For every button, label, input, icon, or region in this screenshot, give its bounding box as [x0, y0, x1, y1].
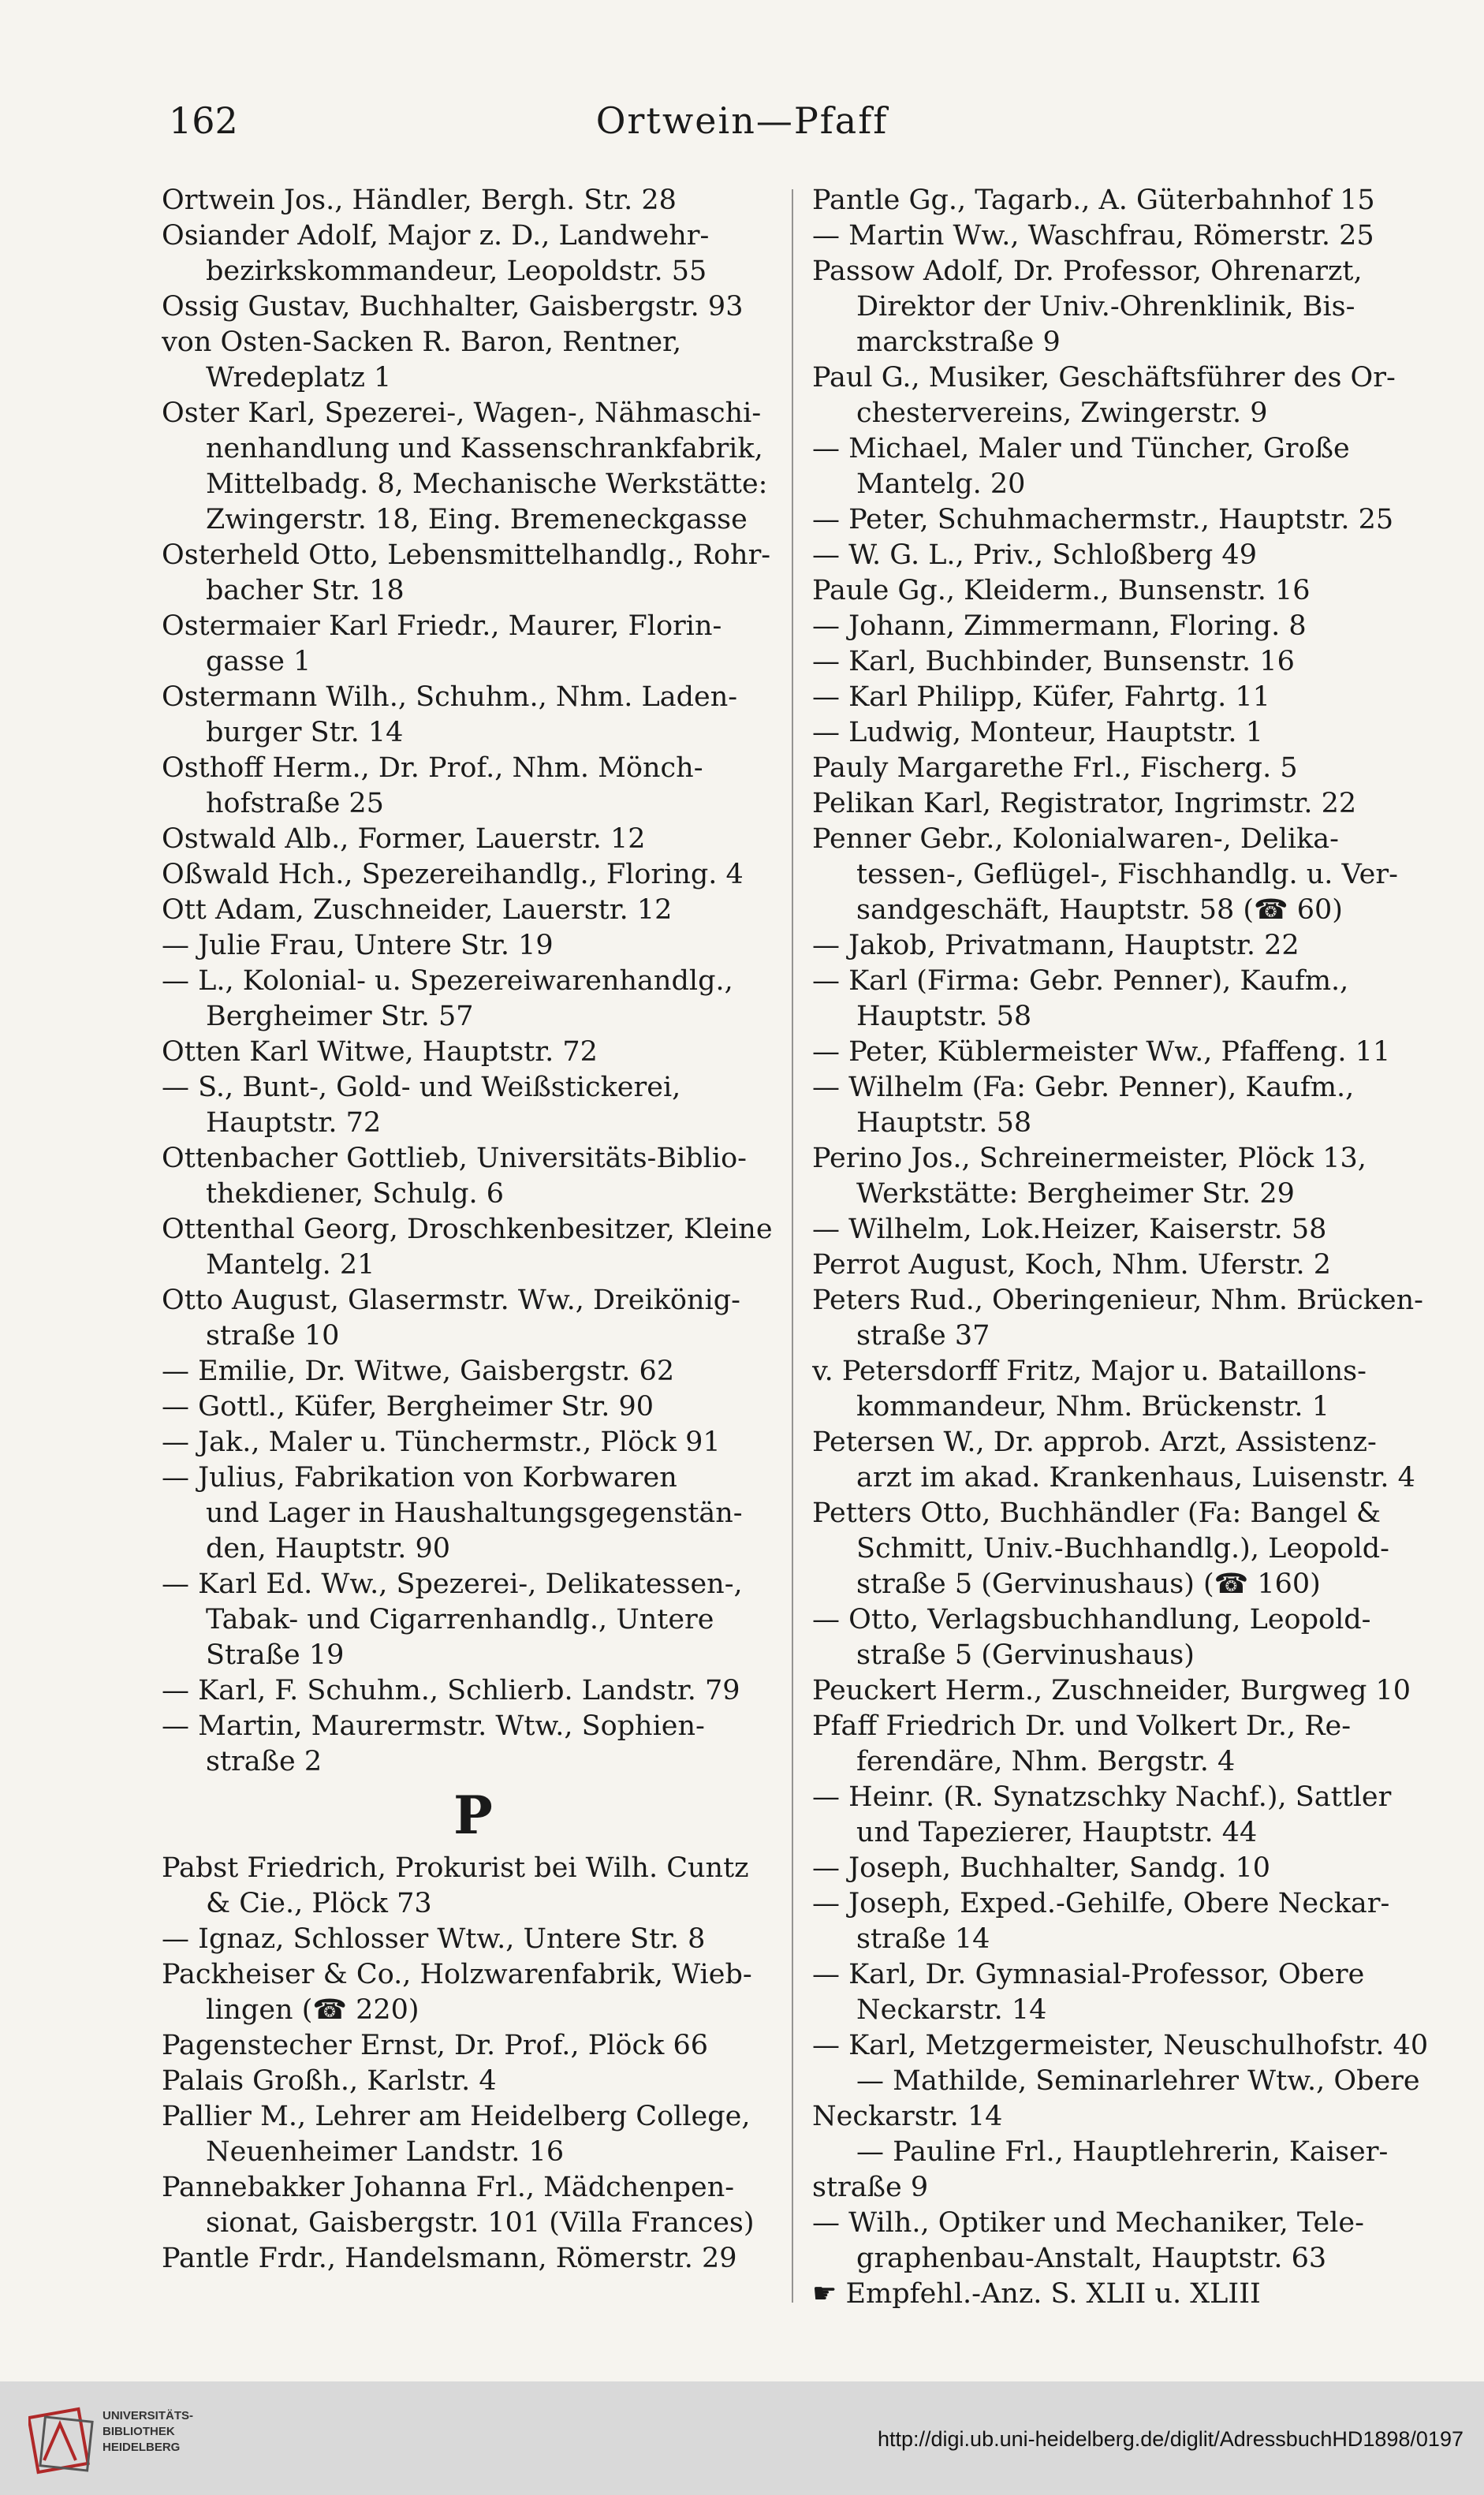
page-header: [0, 96, 1484, 151]
directory-entry-line: Petersen W., Dr. approb. Arzt, Assistenz-: [812, 1427, 1377, 1458]
directory-entry-line: burger Str. 14: [206, 717, 404, 748]
directory-entry-line: Pfaff Friedrich Dr. und Volkert Dr., Re-: [812, 1710, 1352, 1742]
directory-entry-line: marckstraße 9: [856, 326, 1061, 358]
source-url-link[interactable]: http://digi.ub.uni-heidelberg.de/diglit/AdressbuchHD1898/0197: [877, 2427, 1463, 2451]
directory-entry-line: straße 5 (Gervinushaus): [856, 1639, 1195, 1671]
directory-entry-line: — Jak., Maler u. Tünchermstr., Plöck 91: [162, 1427, 721, 1458]
directory-entry-line: — Michael, Maler und Tüncher, Große: [812, 433, 1350, 464]
directory-entry-line: — Julius, Fabrikation von Korbwaren: [162, 1462, 677, 1494]
directory-entry-line: graphenbau-Anstalt, Hauptstr. 63: [856, 2243, 1327, 2274]
directory-entry-line: Mantelg. 21: [206, 1249, 375, 1281]
directory-entry-line: Penner Gebr., Kolonialwaren-, Delika-: [812, 823, 1339, 855]
directory-entry-line: — Karl, Metzgermeister, Neuschulhofstr. 40: [812, 2030, 1429, 2061]
directory-entry-line: sionat, Gaisbergstr. 101 (Villa Frances): [206, 2207, 755, 2239]
directory-entry-line: Ottenbacher Gottlieb, Universitäts-Biblio-: [162, 1143, 747, 1174]
directory-entry-line: Neckarstr. 14: [812, 2101, 1003, 2132]
directory-entry-line: thekdiener, Schulg. 6: [206, 1178, 505, 1210]
directory-entry-line: Bergheimer Str. 57: [206, 1001, 474, 1032]
directory-entry-line: Zwingerstr. 18, Eing. Bremeneckgasse: [206, 504, 748, 535]
directory-entry-line: — Karl, Buchbinder, Bunsenstr. 16: [812, 646, 1295, 677]
directory-entry-line: Neuenheimer Landstr. 16: [206, 2136, 565, 2168]
directory-entry-line: Otten Karl Witwe, Hauptstr. 72: [162, 1036, 598, 1068]
directory-entry-line: Passow Adolf, Dr. Professor, Ohrenarzt,: [812, 255, 1363, 287]
directory-entry-line: Ostermann Wilh., Schuhm., Nhm. Laden-: [162, 681, 738, 713]
directory-entry-line: Hauptstr. 72: [206, 1107, 382, 1139]
directory-entry-line: straße 37: [856, 1320, 990, 1352]
directory-entry-line: — Martin Ww., Waschfrau, Römerstr. 25: [812, 220, 1374, 252]
directory-entry-line: Petters Otto, Buchhändler (Fa: Bangel &: [812, 1497, 1381, 1529]
library-logo-icon: [28, 2405, 99, 2476]
directory-entry-line: bezirkskommandeur, Leopoldstr. 55: [206, 255, 707, 287]
directory-entry-line: Otto August, Glasermstr. Ww., Dreikönig-: [162, 1285, 740, 1316]
directory-entry-line: arzt im akad. Krankenhaus, Luisenstr. 4: [856, 1462, 1415, 1494]
directory-entry-line: Hauptstr. 58: [856, 1107, 1032, 1139]
page-number: 162: [169, 99, 238, 142]
directory-entry-line: Pannebakker Johanna Frl., Mädchenpen-: [162, 2172, 735, 2203]
directory-entry-line: — Otto, Verlagsbuchhandlung, Leopold-: [812, 1604, 1371, 1635]
directory-entry-line: Paul G., Musiker, Geschäftsführer des Or-: [812, 362, 1396, 393]
directory-entry-line: — Karl, F. Schuhm., Schlierb. Landstr. 79: [162, 1675, 740, 1706]
directory-entry-line: Straße 19: [206, 1639, 345, 1671]
directory-entry-line: straße 14: [856, 1923, 990, 1955]
directory-entry-line: — Gottl., Küfer, Bergheimer Str. 90: [162, 1391, 654, 1423]
directory-entry-line: Peuckert Herm., Zuschneider, Burgweg 10: [812, 1675, 1411, 1706]
directory-entry-line: Ostwald Alb., Former, Lauerstr. 12: [162, 823, 646, 855]
directory-entry-line: v. Petersdorff Fritz, Major u. Bataillons-: [812, 1356, 1367, 1387]
directory-entry-line: Palais Großh., Karlstr. 4: [162, 2065, 497, 2097]
directory-entry-line: — Wilhelm (Fa: Gebr. Penner), Kaufm.,: [812, 1072, 1355, 1103]
library-name-line: BIBLIOTHEK: [103, 2425, 175, 2438]
directory-entry-line: lingen (☎ 220): [206, 1994, 419, 2026]
directory-entry-line: Hauptstr. 58: [856, 1001, 1032, 1032]
directory-entry-line: und Tapezierer, Hauptstr. 44: [856, 1817, 1258, 1848]
directory-entry-line: tessen-, Geflügel-, Fischhandlg. u. Ver-: [856, 859, 1398, 890]
directory-entry-line: & Cie., Plöck 73: [206, 1888, 432, 1919]
directory-entry-line: Pagenstecher Ernst, Dr. Prof., Plöck 66: [162, 2030, 708, 2061]
directory-entry-line: — Martin, Maurermstr. Wtw., Sophien-: [162, 1710, 705, 1742]
directory-entry-line: den, Hauptstr. 90: [206, 1533, 451, 1565]
directory-entry-line: Wredeplatz 1: [206, 362, 392, 393]
directory-entry-line: Werkstätte: Bergheimer Str. 29: [856, 1178, 1295, 1210]
left-column: [162, 183, 785, 2277]
directory-entry-line: — Emilie, Dr. Witwe, Gaisbergstr. 62: [162, 1356, 675, 1387]
directory-entry-line: Perino Jos., Schreinermeister, Plöck 13,: [812, 1143, 1367, 1174]
directory-entry-line: hofstraße 25: [206, 788, 384, 819]
directory-entry-line: — Peter, Schuhmachermstr., Hauptstr. 25: [812, 504, 1394, 535]
directory-entry-line: Pelikan Karl, Registrator, Ingrimstr. 22: [812, 788, 1357, 819]
directory-entry-line: Mantelg. 20: [856, 468, 1026, 500]
directory-entry-line: straße 2: [206, 1746, 323, 1777]
directory-entry-line: kommandeur, Nhm. Brückenstr. 1: [856, 1391, 1329, 1423]
directory-entry-line: Paule Gg., Kleiderm., Bunsenstr. 16: [812, 575, 1311, 606]
directory-entry-line: Perrot August, Koch, Nhm. Uferstr. 2: [812, 1249, 1332, 1281]
directory-entry-line: — L., Kolonial- u. Spezereiwarenhandlg.,: [162, 965, 733, 997]
directory-entry-line: Ott Adam, Zuschneider, Lauerstr. 12: [162, 894, 673, 926]
directory-entry-line: nenhandlung und Kassenschrankfabrik,: [206, 433, 763, 464]
directory-entry-line: Ottenthal Georg, Droschkenbesitzer, Kleine: [162, 1214, 773, 1245]
directory-entry-line: Neckarstr. 14: [856, 1994, 1047, 2026]
directory-entry-line: — Karl Philipp, Küfer, Fahrtg. 11: [812, 681, 1270, 713]
directory-entry-line: Mittelbadg. 8, Mechanische Werkstätte:: [206, 468, 768, 500]
directory-entry-line: — Karl, Dr. Gymnasial-Professor, Obere: [812, 1959, 1365, 1990]
directory-entry-line: — Jakob, Privatmann, Hauptstr. 22: [812, 930, 1299, 961]
right-column: [812, 183, 1435, 2312]
directory-entry-line: straße 9: [812, 2172, 929, 2203]
directory-entry-line: — S., Bunt-, Gold- und Weißstickerei,: [162, 1072, 681, 1103]
directory-entry-line: — Ignaz, Schlosser Wtw., Untere Str. 8: [162, 1923, 706, 1955]
directory-entry-line: — Peter, Küblermeister Ww., Pfaffeng. 11: [812, 1036, 1391, 1068]
directory-entry-line: Oßwald Hch., Spezereihandlg., Floring. 4: [162, 859, 744, 890]
directory-entry-line: von Osten-Sacken R. Baron, Rentner,: [162, 326, 682, 358]
library-name-line: HEIDELBERG: [103, 2441, 181, 2454]
directory-entry-line: Osterheld Otto, Lebensmittelhandlg., Rohr-: [162, 539, 771, 571]
directory-entry-line: Pantle Gg., Tagarb., A. Güterbahnhof 15: [812, 185, 1375, 216]
directory-entry-line: sandgeschäft, Hauptstr. 58 (☎ 60): [856, 894, 1343, 926]
directory-entry-line: Ossig Gustav, Buchhalter, Gaisbergstr. 93: [162, 291, 744, 323]
directory-entry-line: Ostermaier Karl Friedr., Maurer, Florin-: [162, 610, 722, 642]
library-name: [103, 2408, 193, 2456]
directory-entry-line: Pauly Margarethe Frl., Fischerg. 5: [812, 752, 1298, 784]
directory-entry-line: Packheiser & Co., Holzwarenfabrik, Wieb-: [162, 1959, 752, 1990]
directory-entry-line: — Wilh., Optiker und Mechaniker, Tele-: [812, 2207, 1364, 2239]
directory-entry-line: Schmitt, Univ.-Buchhandlg.), Leopold-: [856, 1533, 1390, 1565]
directory-entry-line: Pantle Frdr., Handelsmann, Römerstr. 29: [162, 2243, 737, 2274]
directory-entry-line: — Wilhelm, Lok.Heizer, Kaiserstr. 58: [812, 1214, 1327, 1245]
section-letter: P: [453, 1785, 493, 1846]
page-title: Ortwein—Pfaff: [595, 99, 889, 142]
directory-entry-line: Peters Rud., Oberingenieur, Nhm. Brücken-: [812, 1285, 1423, 1316]
directory-entry-line: — Joseph, Buchhalter, Sandg. 10: [812, 1852, 1271, 1884]
directory-entry-line: Direktor der Univ.-Ohrenklinik, Bis-: [856, 291, 1355, 323]
directory-entry-line: Pabst Friedrich, Prokurist bei Wilh. Cuntz: [162, 1852, 749, 1884]
directory-entry-line: straße 5 (Gervinushaus) (☎ 160): [856, 1568, 1321, 1600]
directory-entry-line: chestervereins, Zwingerstr. 9: [856, 397, 1268, 429]
directory-entry-line: und Lager in Haushaltungsgegenstän-: [206, 1497, 743, 1529]
directory-entry-line: gasse 1: [206, 646, 311, 677]
directory-entry-line: — Johann, Zimmermann, Floring. 8: [812, 610, 1307, 642]
directory-entry-line: Oster Karl, Spezerei-, Wagen-, Nähmaschi-: [162, 397, 762, 429]
directory-entry-line: Osthoff Herm., Dr. Prof., Nhm. Mönch-: [162, 752, 703, 784]
directory-entry-line: ferendäre, Nhm. Bergstr. 4: [856, 1746, 1236, 1777]
directory-entry-line: — Karl Ed. Ww., Spezerei-, Delikatessen-,: [162, 1568, 743, 1600]
directory-entry-line: ☛ Empfehl.-Anz. S. XLII u. XLIII: [812, 2278, 1261, 2310]
directory-entry-line: Tabak- und Cigarrenhandlg., Untere: [206, 1604, 714, 1635]
directory-entry-line: — Mathilde, Seminarlehrer Wtw., Obere: [856, 2065, 1420, 2097]
directory-entry-line: — Joseph, Exped.-Gehilfe, Obere Neckar-: [812, 1888, 1390, 1919]
column-divider: [792, 189, 793, 2303]
directory-entry-line: — Pauline Frl., Hauptlehrerin, Kaiser-: [856, 2136, 1389, 2168]
directory-entry-line: — Ludwig, Monteur, Hauptstr. 1: [812, 717, 1263, 748]
directory-entry-line: Osiander Adolf, Major z. D., Landwehr-: [162, 220, 710, 252]
directory-entry-line: — Heinr. (R. Synatzschky Nachf.), Sattler: [812, 1781, 1392, 1813]
directory-entry-line: — Karl (Firma: Gebr. Penner), Kaufm.,: [812, 965, 1349, 997]
library-name-line: UNIVERSITÄTS-: [103, 2409, 194, 2422]
directory-entry-line: Ortwein Jos., Händler, Bergh. Str. 28: [162, 185, 677, 216]
directory-entry-line: — W. G. L., Priv., Schloßberg 49: [812, 539, 1257, 571]
directory-entry-line: Pallier M., Lehrer am Heidelberg College,: [162, 2101, 751, 2132]
directory-entry-line: straße 10: [206, 1320, 340, 1352]
footer-bar: [0, 2381, 1484, 2495]
directory-entry-line: — Julie Frau, Untere Str. 19: [162, 930, 554, 961]
directory-entry-line: bacher Str. 18: [206, 575, 405, 606]
